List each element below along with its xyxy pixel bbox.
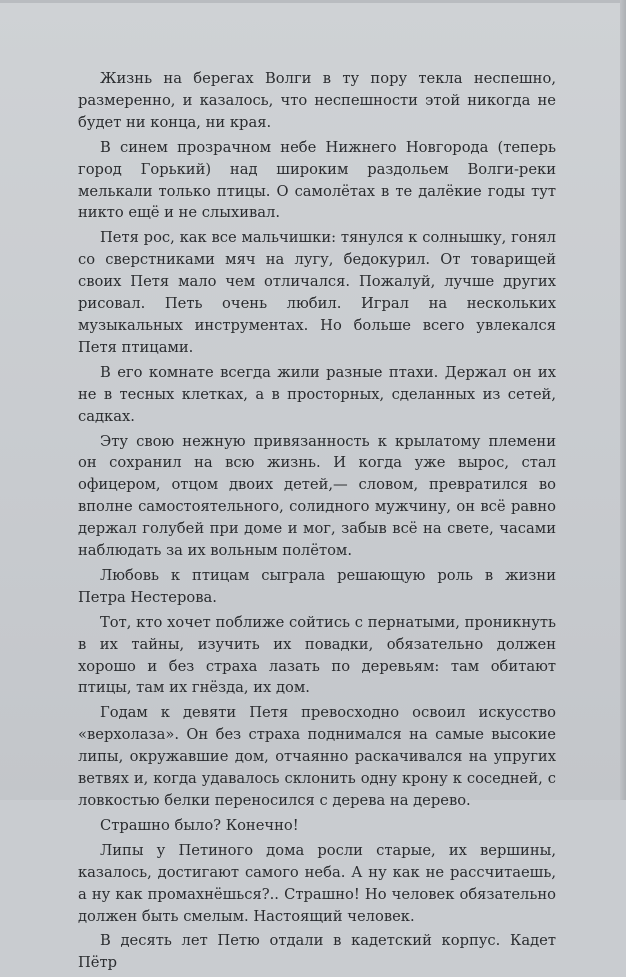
- paragraph: Липы у Петиного дома росли старые, их вершины, казалось, достигают самого неба. А ну как не рассчитаешь, а ну как промахнёшься?.. Страшно! Но человек обязательно должен быть смелым. Настоящий человек.: [78, 841, 556, 925]
- paragraph: Жизнь на берегах Волги в ту пору текла неспешно, размеренно, и казалось, что неспешности этой никогда не будет ни конца, ни края.: [78, 70, 556, 131]
- page-right-edge: [620, 0, 626, 800]
- paragraph: Тот, кто хочет поближе сойтись с пернатыми, проникнуть в их тайны, изучить их повадки, обязательно должен хорошо и без страха лазать по деревьям: там обитают птицы, там их гнёзда, их дом.: [78, 613, 556, 697]
- page-top-edge: [0, 0, 626, 3]
- paragraph: Любовь к птицам сыграла решающую роль в жизни Петра Нестерова.: [78, 566, 556, 606]
- paragraph: В его комнате всегда жили разные птахи. Держал он их не в тесных клетках, а в просторных, сделанных из сетей, садках.: [78, 363, 556, 425]
- body-text: [78, 68, 556, 977]
- paragraph: Страшно было? Конечно!: [100, 816, 299, 834]
- paragraph: В десять лет Петю отдали в кадетский корпус. Кадет Пётр: [78, 932, 556, 972]
- paragraph: Годам к девяти Петя превосходно освоил искусство «верхолаза». Он без страха поднимался на самые высокие липы, окружавшие дом, отчаянно раскачивался на упругих ветвях и, когда удавалось склонить одну крону к соседней, с ловкостью белки переносился с дерева на дерево.: [78, 704, 556, 809]
- paragraph: В синем прозрачном небе Нижнего Новгорода (теперь город Горький) над широким раздольем Волги-реки мелькали только птицы. О самолётах в те далёкие годы тут никто ещё и не слыхивал.: [78, 138, 556, 222]
- paragraph: Эту свою нежную привязанность к крылатому племени он сохранил на всю жизнь. И когда уже вырос, стал офицером, отцом двоих детей,— словом, превратился во вполне самостоятельного, солидного мужчину, он всё равно держал голубей при доме и мог, забыв всё на свете, часами наблюдать за их вольным полётом.: [78, 432, 556, 560]
- paragraph: Петя рос, как все мальчишки: тянулся к солнышку, гонял со сверстниками мяч на лугу, бедокурил. От товарищей своих Петя мало чем отличался. Пожалуй, лучше других рисовал. Петь очень любил. Играл на нескольких музыкальных инструментах. Но больше всего увлекался Петя птицами.: [78, 229, 556, 356]
